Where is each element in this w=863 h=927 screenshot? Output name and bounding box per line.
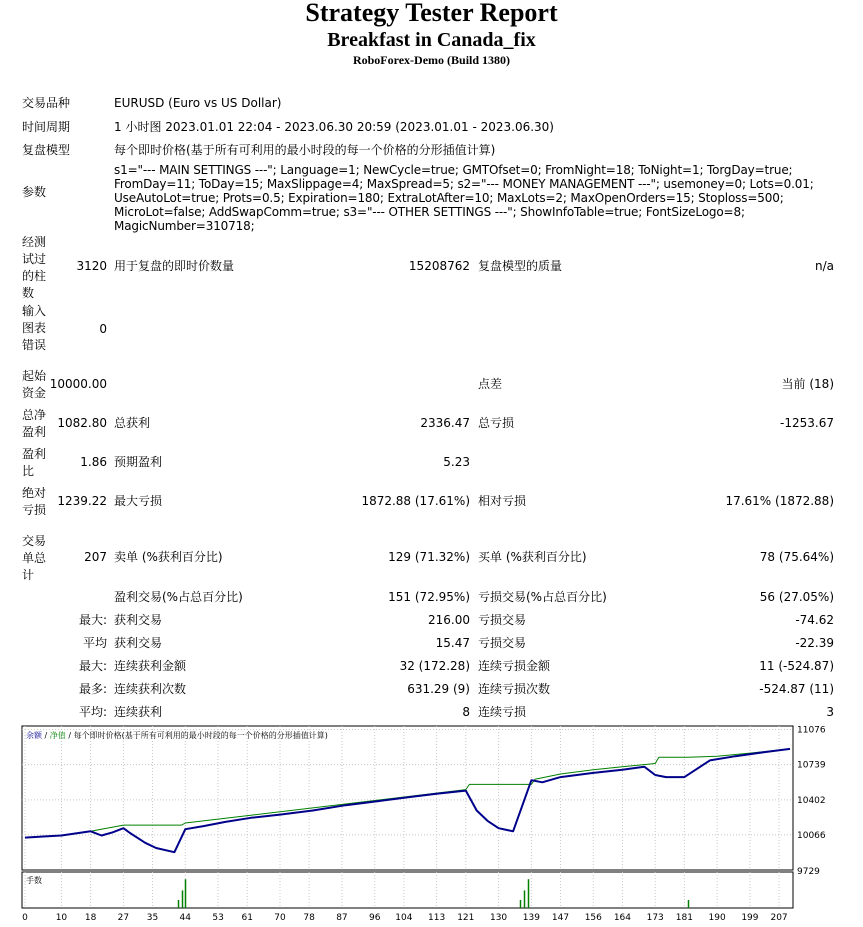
- balance-chart-y-labels: [797, 726, 826, 877]
- params-value: s1="--- MAIN SETTINGS ---"; Language=1; NewCycle=true; GMTOfset=0; FromNight=18; ToNight=1; TorgDay=true; FromDay=11; ToDay=15; MaxSlippage=4; MaxSpread=5; s2="--- MONEY MANAGEMENT ---"; usemoney=0; Lots=0.01; UseAutoLot=true; Prots=0.5; Expiration=180; ExtraLotAfter=10; MaxLots=2; MaxOpenOrders=15; Stoploss=500; MicroLot=false; AddSwapComm=true; s3="--- OTHER SETTINGS ---"; ShowInfoTable=true; FontSizeLogo=8; MagicNumber=310718;: [114, 163, 814, 233]
- x-tick-label: 70: [274, 913, 286, 923]
- legend-sep-2: /: [68, 731, 72, 740]
- avg-consec-key: 平均:: [78, 705, 107, 719]
- symbol-label: 交易品种: [22, 96, 71, 110]
- largest-loss-label: 亏损交易: [478, 613, 527, 627]
- avg-consec-losses-value: 3: [826, 705, 834, 719]
- y-tick-label: 9729: [797, 867, 820, 877]
- max-consec-key: 最大:: [78, 659, 107, 673]
- gross-loss-value: -1253.67: [780, 416, 834, 430]
- lots-chart-title: 手数: [26, 876, 42, 885]
- x-tick-label: 164: [613, 913, 632, 923]
- x-tick-label: 18: [84, 913, 97, 923]
- expected-payoff-label: 预期盈利: [114, 455, 163, 469]
- x-tick-label: 147: [551, 913, 570, 923]
- x-tick-label: 53: [212, 913, 224, 923]
- x-tick-label: 190: [708, 913, 726, 923]
- y-tick-label: 11076: [797, 725, 826, 736]
- expected-payoff-value: 5.23: [443, 455, 470, 469]
- quality-label: 复盘模型的质量: [478, 259, 563, 273]
- y-tick-label: 10402: [797, 795, 826, 806]
- spread-value: 当前 (18): [781, 377, 834, 391]
- long-positions-label: 买单 (%获利百分比): [478, 550, 587, 564]
- quality-value: n/a: [814, 259, 834, 273]
- gross-loss-label: 总亏损: [478, 416, 515, 430]
- maximal-losses-label: 连续亏损次数: [478, 682, 551, 696]
- legend-equity: 净值: [49, 731, 66, 740]
- avg-consec-wins-label: 连续获利: [114, 705, 163, 719]
- average-profit-value: 15.47: [435, 636, 470, 650]
- x-tick-label: 181: [675, 913, 693, 923]
- maximal-losses-value: -524.87 (11): [759, 682, 834, 696]
- short-positions-value: 129 (71.32%): [388, 550, 470, 564]
- largest-profit-value: 216.00: [428, 613, 470, 627]
- legend-balance: 余额: [26, 731, 42, 740]
- x-tick-label: 207: [770, 913, 788, 923]
- symbol-value: EURUSD (Euro vs US Dollar): [114, 96, 282, 110]
- largest-profit-label: 获利交易: [114, 613, 163, 627]
- x-tick-label: 0: [22, 913, 28, 923]
- total-trades-value: 207: [84, 550, 107, 564]
- x-tick-label: 104: [395, 913, 413, 923]
- deposit-label: 起始资金: [22, 369, 47, 400]
- x-tick-label: 35: [146, 913, 159, 923]
- profit-trades-label: 盈利交易(%占总百分比): [114, 590, 243, 604]
- x-tick-label: 27: [117, 913, 130, 923]
- model-label: 复盘模型: [22, 143, 71, 157]
- long-positions-value: 78 (75.64%): [759, 550, 834, 564]
- report-subtitle: Breakfast in Canada_fix: [327, 29, 536, 51]
- report-build: RoboForex-Demo (Build 1380): [352, 53, 511, 67]
- max-consec-losses-value: 11 (-524.87): [759, 659, 834, 673]
- errors-value: 0: [99, 322, 107, 336]
- maximal-key: 最多:: [78, 682, 107, 696]
- maximal-wins-value: 631.29 (9): [407, 682, 470, 696]
- largest-key: 最大:: [78, 613, 107, 627]
- profit-factor-label: 盈利比: [22, 447, 47, 478]
- report-title: Strategy Tester Report: [305, 0, 558, 27]
- loss-trades-value: 56 (27.05%): [759, 590, 834, 604]
- params-label: 参数: [22, 185, 47, 199]
- x-tick-label: 113: [428, 913, 446, 923]
- average-key: 平均: [82, 636, 107, 650]
- x-tick-label: 173: [646, 913, 664, 923]
- x-tick-label: 121: [457, 913, 475, 923]
- model-value: 每个即时价格(基于所有可利用的最小时段的每一个价格的分形插值计算): [114, 143, 496, 157]
- net-profit-value: 1082.80: [57, 416, 107, 430]
- chart-x-labels: [22, 913, 788, 923]
- abs-drawdown-value: 1239.22: [57, 494, 107, 508]
- legend-sep-1: /: [44, 731, 48, 740]
- x-tick-label: 87: [336, 913, 348, 923]
- average-loss-label: 亏损交易: [478, 636, 527, 650]
- lots-chart-frame: [22, 872, 793, 908]
- maximal-wins-label: 连续获利次数: [114, 682, 187, 696]
- max-consec-losses-label: 连续亏损金额: [478, 659, 551, 673]
- avg-consec-losses-label: 连续亏损: [478, 705, 527, 719]
- deposit-value: 10000.00: [49, 377, 107, 391]
- max-drawdown-label: 最大亏损: [114, 494, 163, 508]
- x-tick-label: 78: [303, 913, 315, 923]
- gross-profit-label: 总获利: [114, 416, 151, 430]
- total-trades-label: 交易单总计: [22, 534, 47, 582]
- x-tick-label: 96: [368, 913, 381, 923]
- max-consec-wins-label: 连续获利金额: [114, 659, 187, 673]
- rel-drawdown-value: 17.61% (1872.88): [725, 494, 834, 508]
- short-positions-label: 卖单 (%获利百分比): [114, 550, 223, 564]
- y-tick-label: 10739: [797, 760, 826, 771]
- spread-label: 点差: [478, 377, 503, 391]
- balance-chart-area: [0, 722, 863, 927]
- y-tick-label: 10066: [797, 830, 826, 841]
- x-tick-label: 61: [241, 913, 253, 923]
- x-tick-label: 130: [489, 913, 508, 923]
- net-profit-label: 总净盈利: [22, 408, 47, 439]
- loss-trades-label: 亏损交易(%占总百分比): [478, 590, 607, 604]
- ticks-label: 用于复盘的即时价数量: [114, 259, 235, 273]
- bars-value: 3120: [76, 259, 107, 273]
- x-tick-label: 10: [55, 913, 68, 923]
- gross-profit-value: 2336.47: [420, 416, 470, 430]
- average-loss-value: -22.39: [795, 636, 834, 650]
- period-label: 时间周期: [22, 120, 71, 134]
- profit-factor-value: 1.86: [80, 455, 107, 469]
- bars-label: 经测试过的柱数: [22, 235, 47, 300]
- rel-drawdown-label: 相对亏损: [478, 494, 527, 508]
- period-value: 1 小时图 2023.01.01 22:04 - 2023.06.30 20:59 (2023.01.01 - 2023.06.30): [114, 120, 554, 134]
- x-tick-label: 156: [584, 913, 602, 923]
- largest-loss-value: -74.62: [795, 613, 834, 627]
- ticks-value: 15208762: [408, 259, 470, 273]
- x-tick-label: 199: [741, 913, 759, 923]
- errors-label: 输入图表错误: [22, 304, 47, 352]
- max-drawdown-value: 1872.88 (17.61%): [361, 494, 470, 508]
- profit-trades-value: 151 (72.95%): [388, 590, 470, 604]
- average-profit-label: 获利交易: [114, 636, 163, 650]
- x-tick-label: 139: [522, 913, 540, 923]
- x-tick-label: 44: [179, 913, 192, 923]
- chart-legend: [26, 730, 328, 740]
- max-consec-wins-value: 32 (172.28): [399, 659, 470, 673]
- legend-model: 每个即时价格(基于所有可利用的最小时段的每一个价格的分形插值计算): [73, 731, 328, 740]
- avg-consec-wins-value: 8: [462, 705, 470, 719]
- abs-drawdown-label: 绝对亏损: [22, 486, 47, 517]
